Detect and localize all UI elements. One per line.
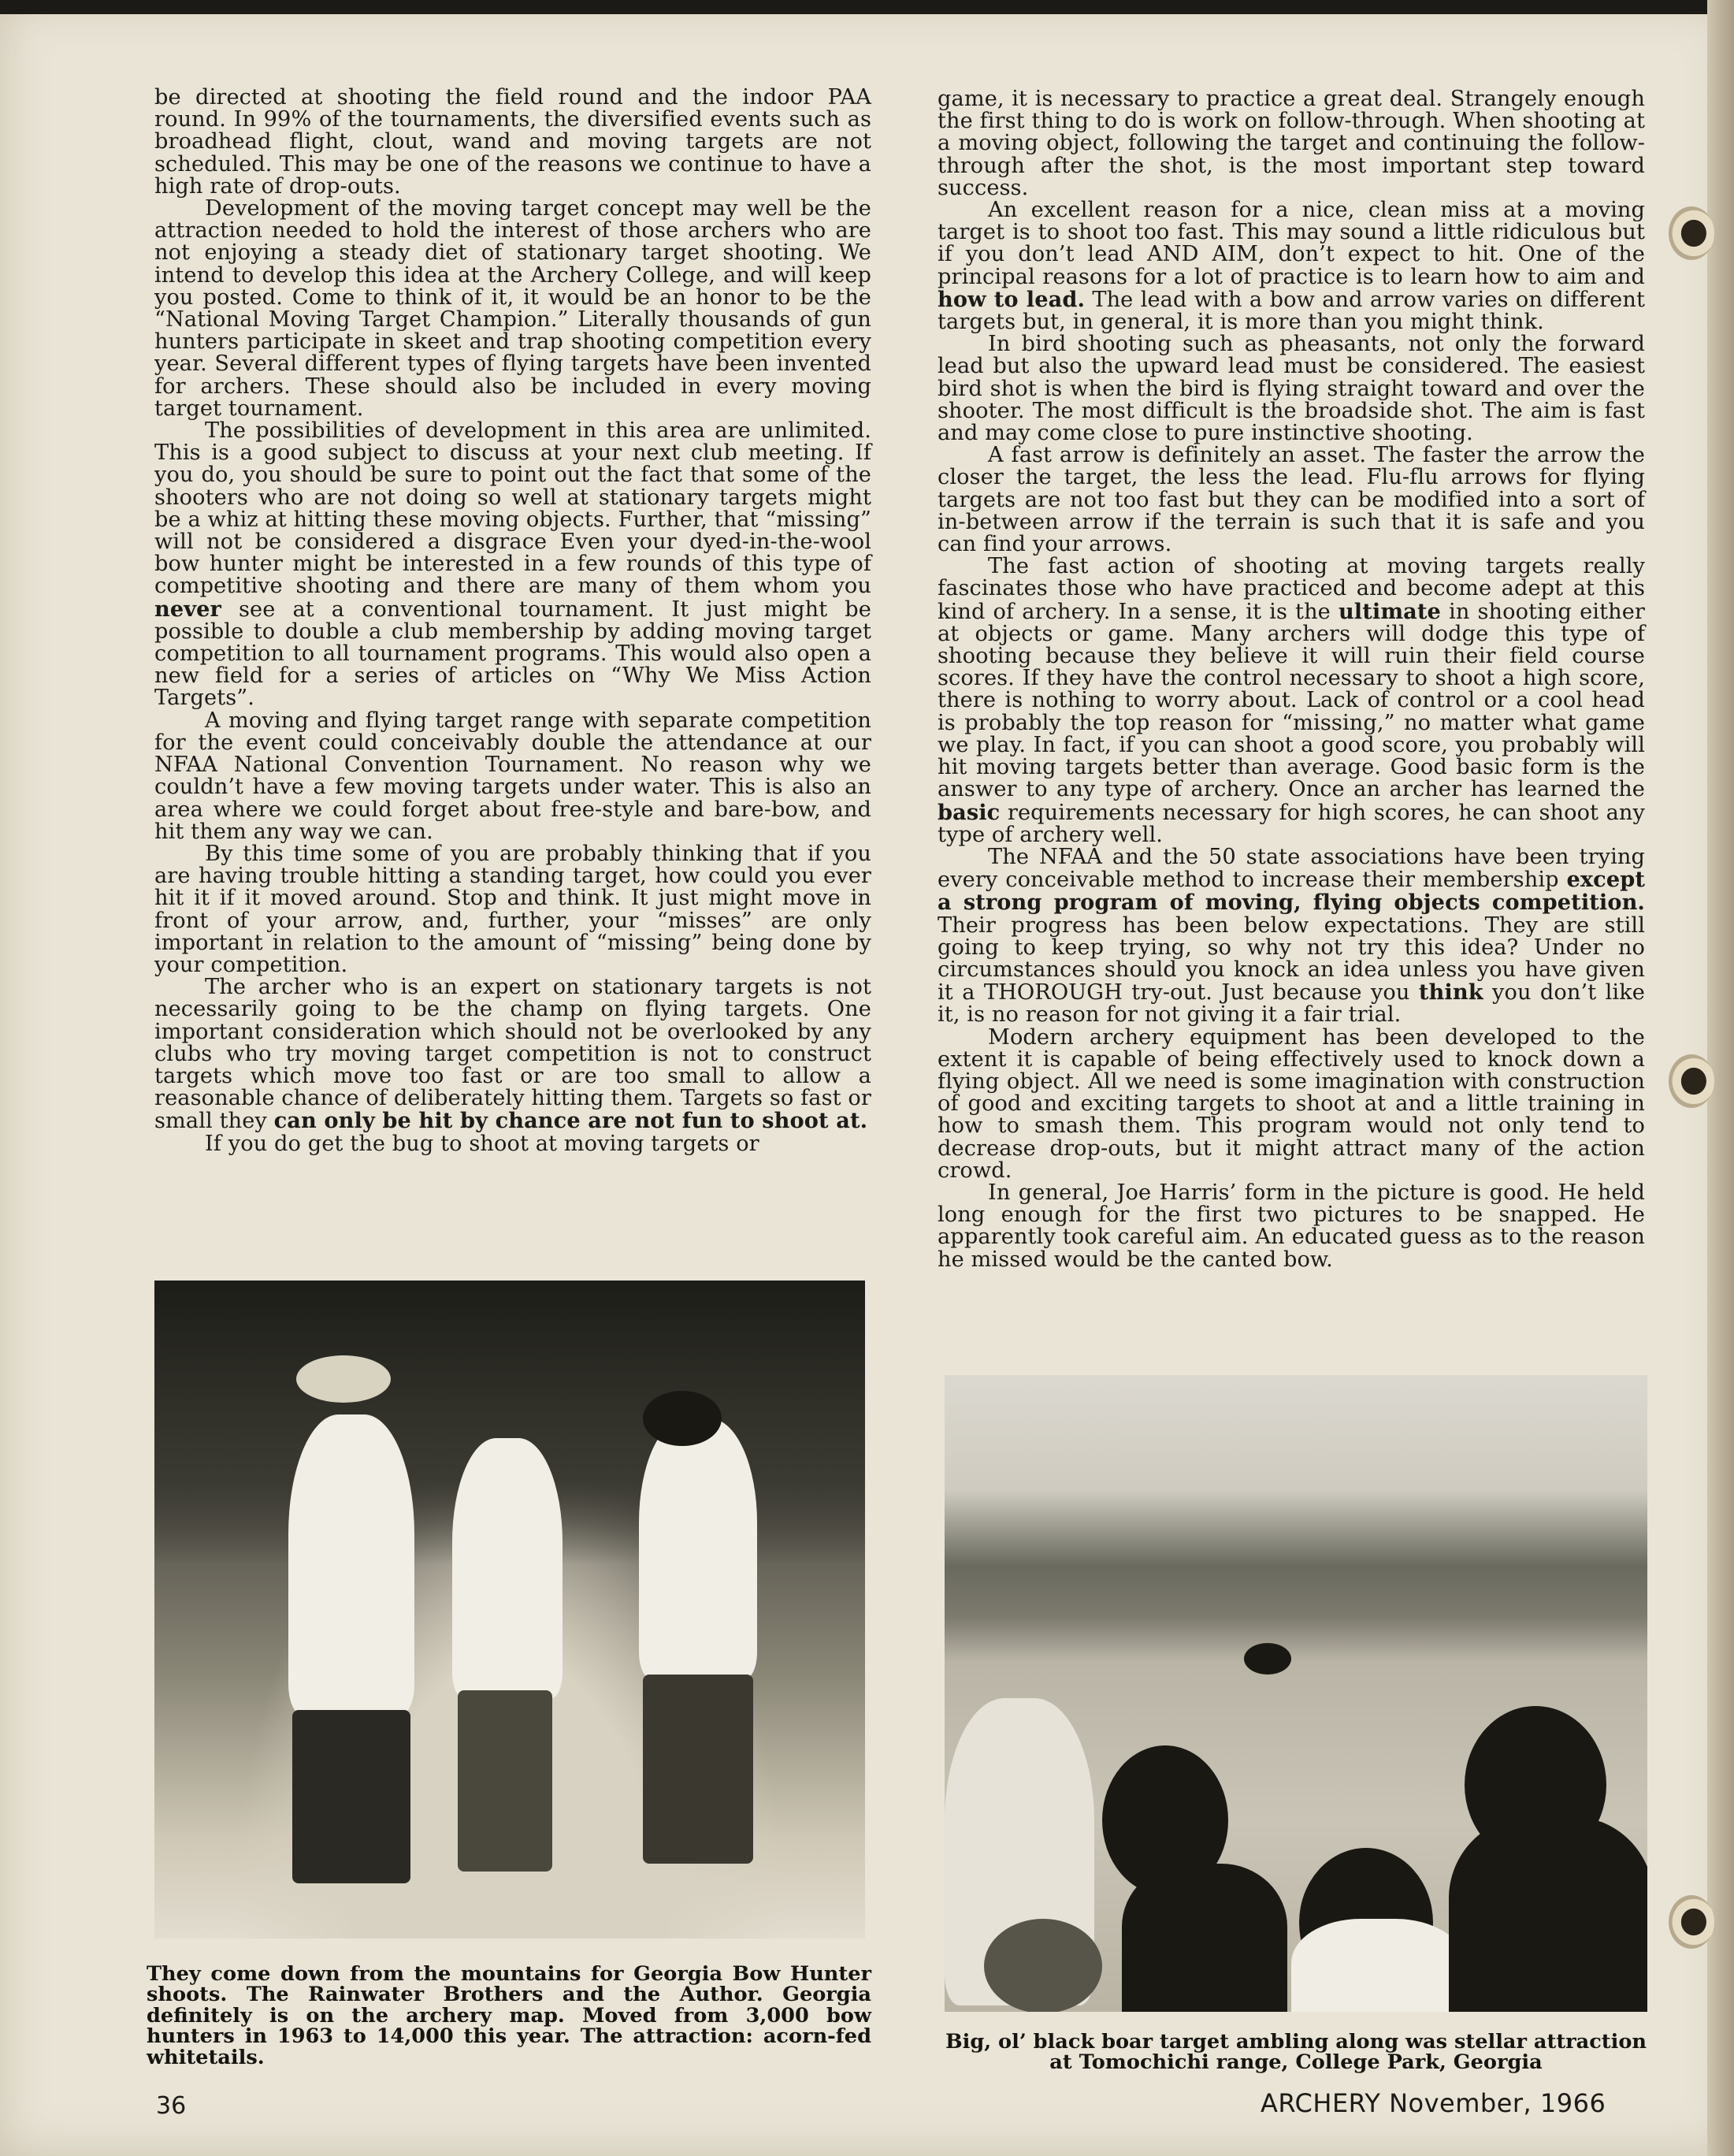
photo2-caption: Big, ol’ black boar target ambling along was stellar attraction at Tomochichi range, College Park, Georgia: [945, 2030, 1647, 2075]
archer-figure: [452, 1438, 563, 1698]
article-paragraph: game, it is necessary to practice a great deal. Strangely enough the first thing to do is work on follow-through. When shooting at a moving object, following the target and continuing the follow-through after the shot, is the most important step toward success.: [938, 87, 1645, 200]
article-paragraph: In bird shooting such as pheasants, not only the forward lead but also the upward lead must be considered. The easiest bird shot is when the bird is flying straight toward and over the shooter. The most difficult is the broadside shot. The aim is fast and may come close to pure instinctive shooting.: [938, 332, 1645, 446]
article-paragraph: The fast action of shooting at moving targets really fascinates those who have practiced and become adept at this kind of archery. In a sense, it is the ultimate in shooting either at objects or game. Many archers will dodge this type of shooting because they believe it will ruin their field course scores. If they have the control necessary to shoot a high score, there is nothing to worry about. Lack of control or a cool head is probably the top reason for “missing,” no matter what game we play. In fact, if you can shoot a good score, you probably will hit moving targets better than average. Good basic form is the answer to any type of archery. Once an archer has learned the basic requirements necessary for high scores, he can shoot any type of archery well.: [938, 554, 1645, 847]
photo1-caption: They come down from the mountains for Georgia Bow Hunter shoots. The Rainwater Brothers and the Author. Georgia definitely is on the archery map. Moved from 3,000 bow hunters in 1963 to 14,000 this year. The attraction: acorn-fed whitetails.: [147, 1962, 871, 2069]
binder-hole-icon: [1669, 1054, 1714, 1108]
article-paragraph: An excellent reason for a nice, clean miss at a moving target is to shoot too fast. This may sound a little ridiculous but if you don’t lead AND AIM, don’t expect to hit. One of the principal reasons for a lot of practice is to learn how to aim and how to lead. The lead with a bow and arrow varies on different targets but, in general, it is more than you might think.: [938, 198, 1645, 335]
article-left-column: [154, 87, 871, 1155]
binder-hole-icon: [1669, 206, 1714, 260]
article-paragraph: A fast arrow is definitely an asset. The faster the arrow the closer the target, the less the lead. Flu-flu arrows for flying targets are not too fast but they can be modified into a sort of in-between arrow if the terrain is such that it is safe and you can find your arrows.: [938, 443, 1645, 557]
page-number: 36: [156, 2092, 187, 2120]
article-paragraph: The possibilities of development in this area are unlimited. This is a good subject to discuss at your next club meeting. If you do, you should be sure to point out the fact that some of the shooters who are not doing so well at stationary targets might be a whiz at hitting these moving objects. Further, that “missing” will not be considered a disgrace Even your dyed-in-the-wool bow hunter might be interested in a few rounds of this type of competitive shooting and there are many of them whom you never see at a conventional tournament. It just might be possible to double a club membership by adding moving target competition to all tournament programs. This would also open a new field for a series of articles on “Why We Miss Action Targets”.: [154, 418, 871, 711]
photo-three-archers: [154, 1281, 865, 1939]
archer-figure: [639, 1418, 757, 1678]
scan-top-border: [0, 0, 1734, 14]
article-right-column: [938, 88, 1645, 1271]
article-paragraph: A moving and flying target range with separate competition for the event could conceivably double the attendance at our NFAA National Convention Tournament. No reason why we couldn’t have a few moving targets under water. This is also an area where we could forget about free-style and bare-bow, and hit them any way we can.: [154, 708, 871, 844]
binder-hole-icon: [1669, 1895, 1714, 1949]
article-paragraph: Development of the moving target concept may well be the attraction needed to hold the interest of those archers who are not enjoying a steady diet of stationary target shooting. We intend to develop this idea at the Archery College, and will keep you posted. Come to think of it, it would be an honor to be the “National Moving Target Champion.” Literally thousands of gun hunters participate in skeet and trap shooting competition every year. Several different types of flying targets have been invented for archers. These should also be included in every moving target tournament.: [154, 196, 871, 421]
article-paragraph: By this time some of you are probably thinking that if you are having trouble hitting a standing target, how could you ever hit it if it moved around. Stop and think. It just might move in front of your arrow, and, further, your “misses” are only important in relation to the amount of “missing” being done by your competition.: [154, 841, 871, 977]
boar-target: [1244, 1643, 1291, 1675]
article-paragraph: Modern archery equipment has been developed to the extent it is capable of being effectively used to knock down a flying object. All we need is some imagination with construction of good and exciting targets to shoot at and a little training in how to smash them. This program would not only tend to decrease drop-outs, but it might attract many of the action crowd.: [938, 1024, 1645, 1183]
article-paragraph: If you do get the bug to shoot at moving targets or: [205, 1131, 759, 1156]
article-paragraph: be directed at shooting the field round and the indoor PAA round. In 99% of the tournaments, the diversified events such as broadhead flight, clout, wand and moving targets are not scheduled. This may be one of the reasons we continue to have a high rate of drop-outs.: [154, 85, 871, 199]
article-paragraph: The archer who is an expert on stationary targets is not necessarily going to be the champ on flying targets. One important consideration which should not be overlooked by any clubs who try moving target competition is not to construct targets which move too fast or are too small to allow a reasonable chance of deliberately hitting them. Targets so fast or small they can only be hit by chance are not fun to shoot at.: [154, 975, 871, 1134]
magazine-footer: ARCHERY November, 1966: [1261, 2088, 1606, 2118]
archer-figure: [288, 1414, 414, 1714]
article-paragraph: In general, Joe Harris’ form in the picture is good. He held long enough for the first two pictures to be snapped. He apparently took careful aim. An educated guess as to the reason he missed would be the canted bow.: [938, 1180, 1645, 1272]
article-paragraph: The NFAA and the 50 state associations have been trying every conceivable method to increase their membership except a strong program of moving, flying objects competition. Their progress has been below expectations. They are still going to keep trying, so why not try this idea? Under no circumstances should you knock an idea unless you have given it a THOROUGH try-out. Just because you think you don’t like it, is no reason for not giving it a fair trial.: [938, 844, 1645, 1028]
photo-archery-range: [945, 1375, 1647, 2012]
